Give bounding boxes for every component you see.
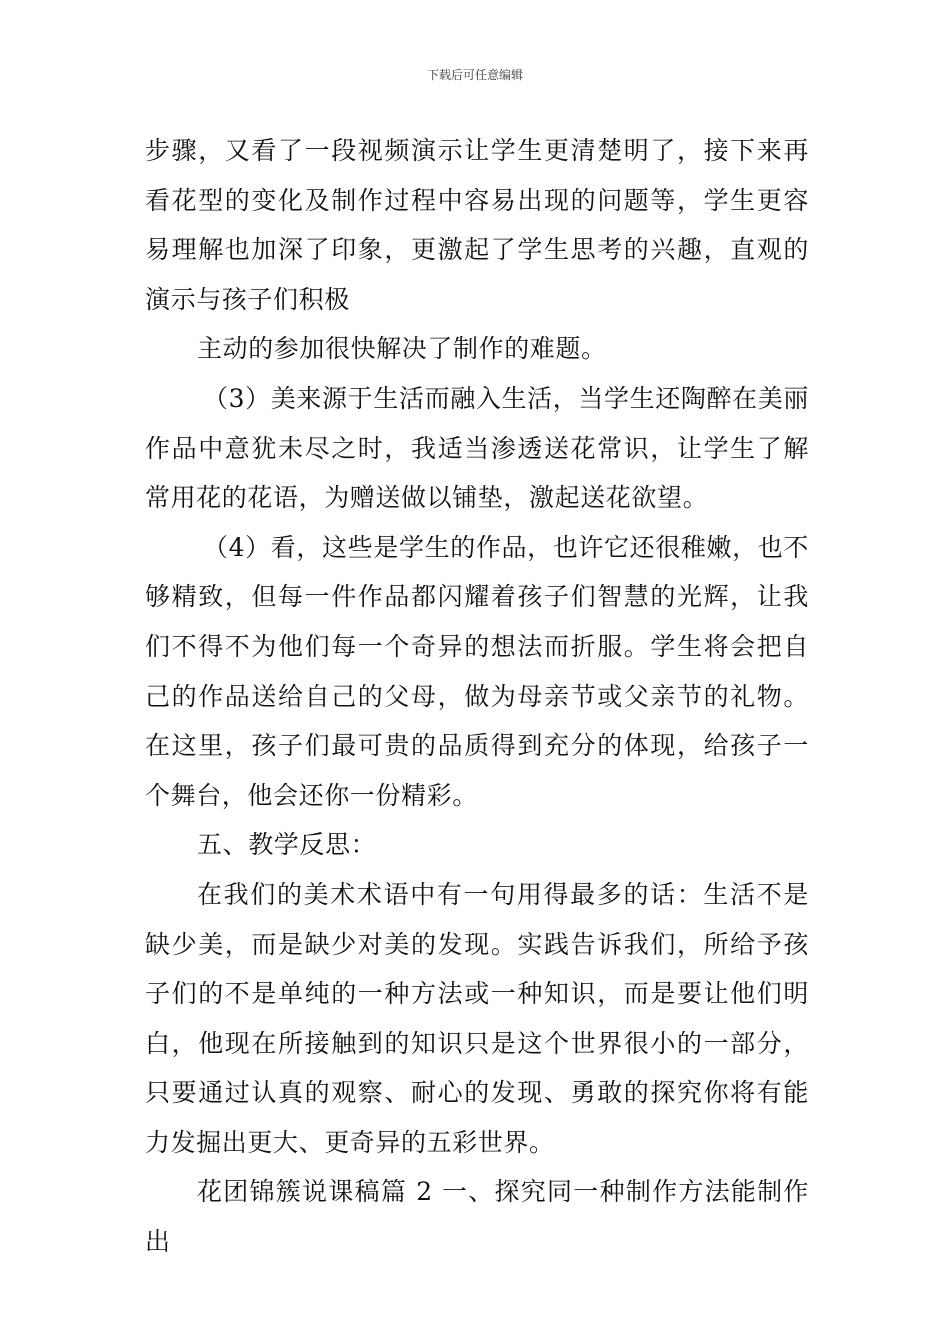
section-heading-reflection: 五、教学反思： [197, 830, 377, 860]
paragraph-continuation-end: 主动的参加很快解决了制作的难题。 [197, 334, 607, 364]
paragraph-continuation: 步骤，又看了一段视频演示让学生更清楚明了，接下来再看花型的变化及制作过程中容易出现的问题等，学生更容易理解也加深了印象，更激起了学生思考的兴趣，直观的演示与孩子们积极 [145, 136, 809, 314]
document-body [145, 126, 809, 1267]
page-header: 下载后可任意编辑 [426, 68, 523, 82]
paragraph-next-article: 花团锦簇说课稿篇 2 一、探究同一种制作方法能制作出 [145, 1177, 809, 1257]
paragraph-point-4: （4）看，这些是学生的作品，也许它还很稚嫩，也不够精致，但每一件作品都闪耀着孩子们智慧的光辉，让我们不得不为他们每一个奇异的想法而折服。学生将会把自己的作品送给自己的父母，做为母亲节或父亲节的礼物。在这里，孩子们最可贵的品质得到充分的体现，给孩子一个舞台，他会还你一份精彩。 [145, 532, 809, 810]
paragraph-point-3: （3）美来源于生活而融入生活，当学生还陶醉在美丽作品中意犹未尽之时，我适当渗透送花常识，让学生了解常用花的花语，为赠送做以铺垫，激起送花欲望。 [145, 383, 809, 513]
paragraph-reflection: 在我们的美术术语中有一句用得最多的话：生活不是缺少美，而是缺少对美的发现。实践告诉我们，所给予孩子们的不是单纯的一种方法或一种知识，而是要让他们明白，他现在所接触到的知识只是这个世界很小的一部分，只要通过认真的观察、耐心的发现、勇敢的探究你将有能力发掘出更大、更奇异的五彩世界。 [145, 879, 809, 1157]
